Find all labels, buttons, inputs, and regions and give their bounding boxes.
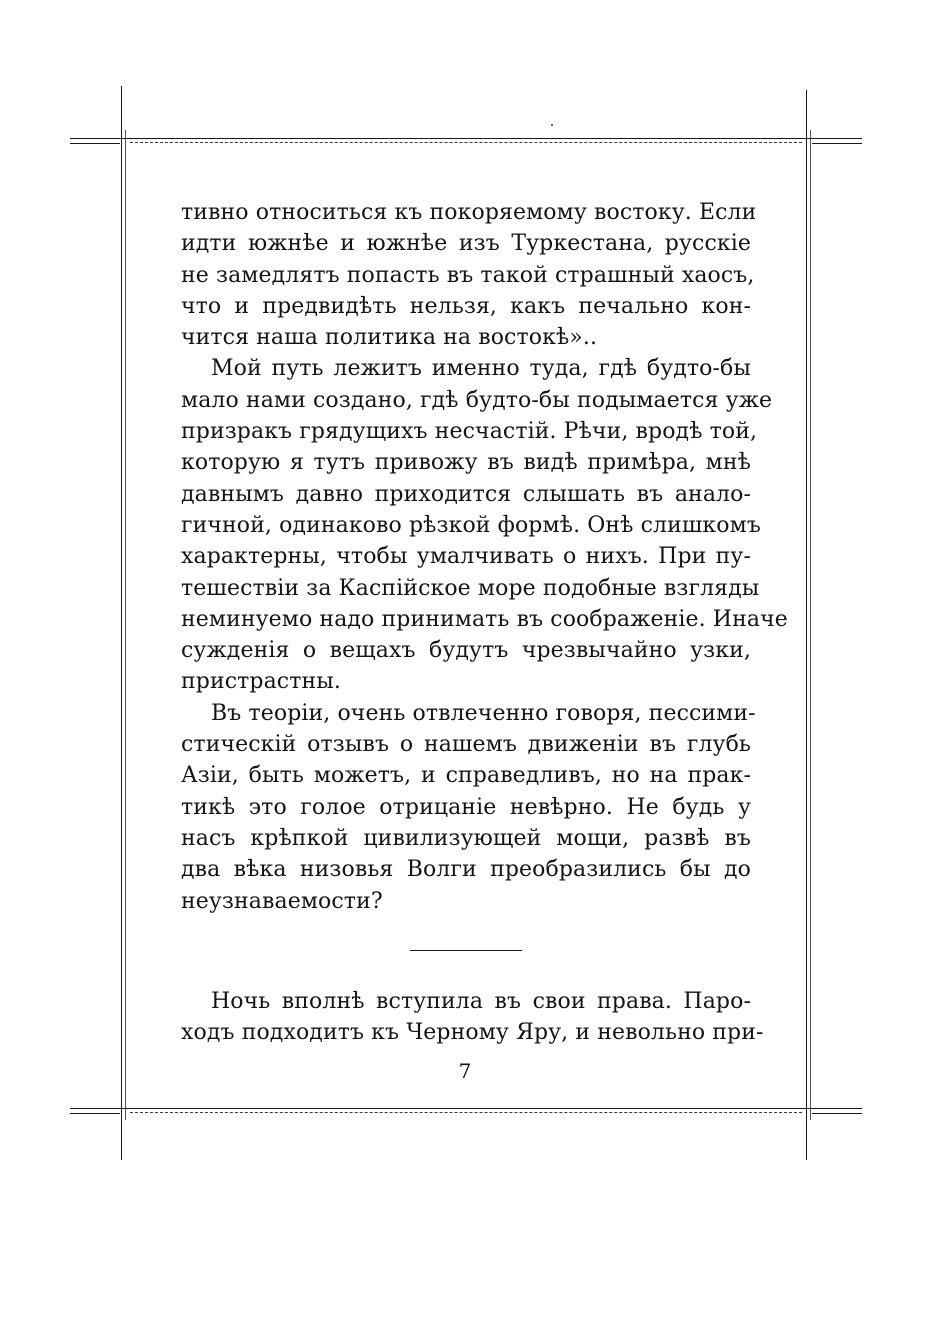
text-line: характерны, чтобы умалчивать о нихъ. При пу- [181,544,751,570]
text-line: гичной, одинаково рѣзкой формѣ. Онѣ слишкомъ [181,512,761,538]
frame-right-rule-inner [810,130,811,1120]
frame-left-rule [121,86,122,1160]
text-line: давнымъ давно приходится слышать въ анало- [181,481,751,507]
frame-right-rule [806,90,807,1160]
text-line: которую я тутъ привожу въ видѣ примѣра, мнѣ [181,450,751,476]
frame-top-rule-dashed [130,142,802,143]
frame-bottom-rule-short-left [70,1113,120,1114]
frame-top-rule-short-left [70,143,120,144]
section-divider [410,950,522,951]
frame-bottom-rule-short-right [812,1113,862,1114]
text-line: пристрастны. [181,669,341,695]
text-line: Ночь вполнѣ вступила въ свои права. Паро- [211,989,751,1014]
text-line: призракъ грядущихъ несчастій. Рѣчи, вродѣ той, [181,419,758,445]
body-text [181,197,788,917]
text-line: идти южнѣе и южнѣе изъ Туркестана, русскіе [181,231,751,257]
body-text-continued [181,986,764,1049]
paragraph-4 [181,986,764,1049]
frame-bottom-rule [70,1108,862,1109]
frame-top-rule [70,138,862,139]
text-line: насъ крѣпкой цивилизующей мощи, развѣ въ [181,825,751,851]
paragraph-2 [181,353,788,697]
frame-bottom-rule-dashed [130,1112,802,1113]
text-line: что и предвидѣть нельзя, какъ печально кон- [181,293,751,319]
text-line: Мой путь лежитъ именно туда, гдѣ будто-бы [211,356,751,382]
text-line: стическій отзывъ о нашемъ движеніи въ глубь [181,732,751,758]
text-line: тешествіи за Каспійское море подобные взгляды [181,575,760,601]
ink-speck [551,124,553,126]
text-line: ходъ подходитъ къ Черному Яру, и невольно при- [181,1020,764,1046]
text-line: Въ теоріи, очень отвлеченно говоря, пессими- [211,700,756,726]
text-line: тикѣ это голое отрицаніе невѣрно. Не будь у [181,794,751,820]
text-line: тивно относиться къ покоряемому востоку. Если [181,200,757,225]
text-line: два вѣка низовья Волги преобразились бы до [181,857,751,883]
frame-top-rule-short-right [812,143,862,144]
text-line: чится наша политика на востокѣ».. [181,325,598,351]
text-line: не замедлятъ попасть въ такой страшный хаосъ, [181,262,755,288]
paragraph-3 [181,698,756,917]
paragraph-1 [181,197,757,353]
text-line: неминуемо надо принимать въ соображеніе. Иначе [181,606,788,632]
text-line: Азіи, быть можетъ, и справедливъ, но на прак- [181,763,751,789]
page-number: 7 [458,1059,472,1083]
text-line: сужденія о вещахъ будутъ чрезвычайно узки, [181,638,751,664]
text-line: неузнаваемости? [181,888,383,914]
text-line: мало нами создано, гдѣ будто-бы подымается уже [181,387,773,413]
frame-left-rule-inner [125,130,126,1120]
